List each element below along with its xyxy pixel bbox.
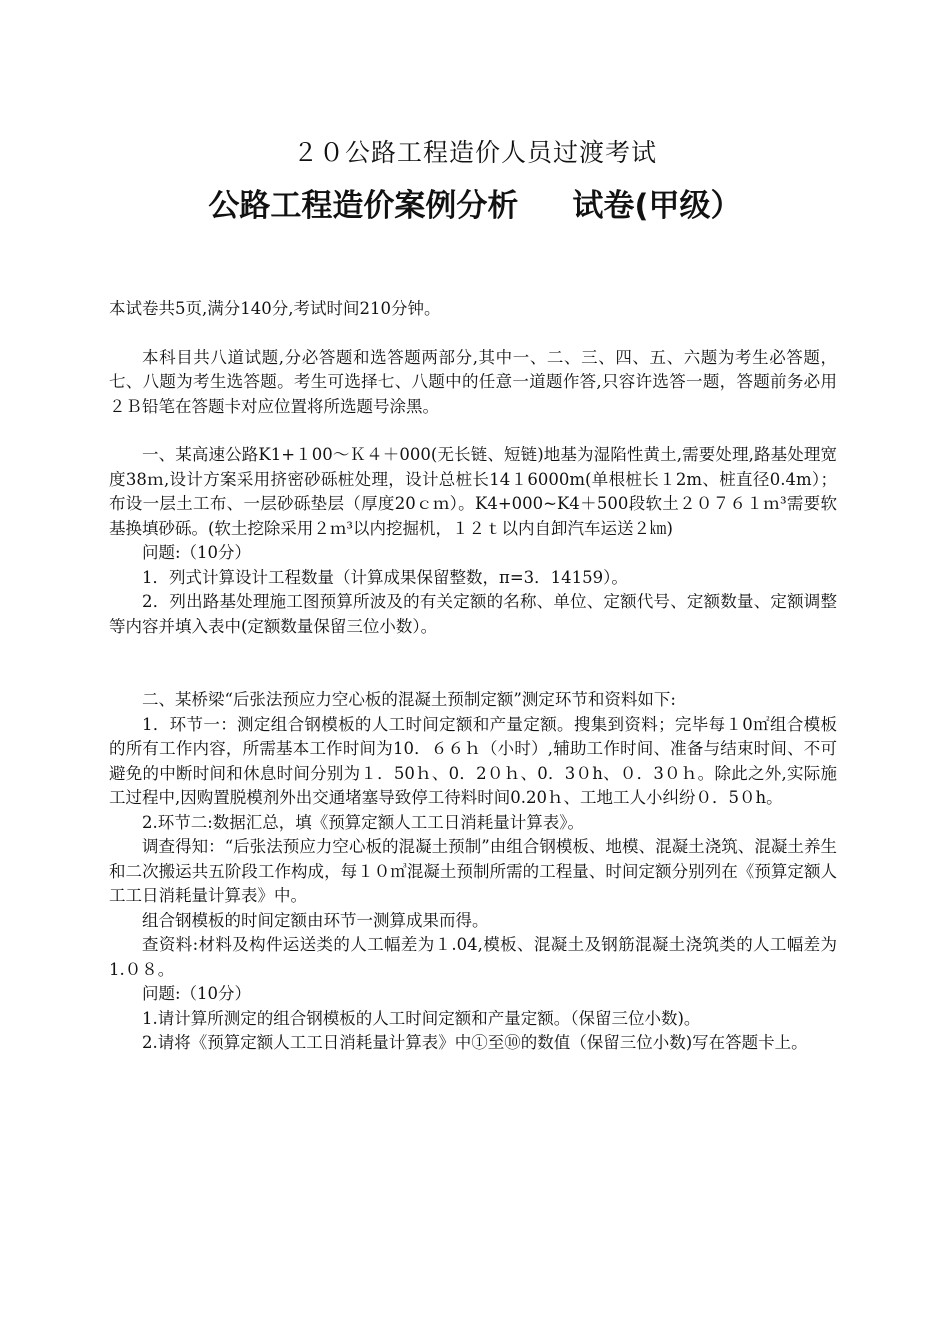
question-1-text: 一、某高速公路K1+１00～Ｋ４＋000(无长链、短链)地基为湿陷性黄土,需要处理,路基处理宽度38ｍ,设计方案采用挤密砂砾桩处理，设计总桩长14１6000m(单根桩长１2m、桩直径0.4m）；布设一层土工布、一层砂砾垫层（厚度20ｃｍ）。K4+000~K4＋500段软土２０７６１ｍ³需要软基换填砂砾。(软土挖除采用２ｍ³以内挖掘机，１２ｔ以内自卸汽车运送２㎞) — [109, 445, 837, 538]
question-2-step-2: 2.环节二:数据汇总，填《预算定额人工工日消耗量计算表》。 — [142, 812, 585, 832]
exam-instructions: 本科目共八道试题,分必答题和选答题两部分,其中一、二、三、四、五、六题为考生必答题，七、八题为考生选答题。考生可选择七、八题中的任意一道题作答,只容许选答一题，答题前务必用２Ｂ铅笔在答题卡对应位置将所选题号涂黑。 — [109, 347, 837, 416]
document-body — [109, 297, 837, 1056]
question-1-label: 问题:（10分） — [142, 543, 252, 562]
question-1-item-1: 1．列式计算设计工程数量（计算成果保留整数，π=3．14159）。 — [142, 567, 628, 587]
question-2-survey: 调查得知：“后张法预应力空心板的混凝土预制”由组合钢模板、地模、混凝土浇筑、混凝土养生和二次搬运共五阶段工作构成，每１０㎥混凝土预制所需的工程量、时间定额分别列在《预算定额人工工日消耗量计算表》中。 — [109, 837, 837, 905]
question-2-formwork: 组合钢模板的时间定额由环节一测算成果而得。 — [142, 910, 489, 930]
question-2-data-lookup: 查资料:材料及构件运送类的人工幅差为１.04,模板、混凝土及钢筋混凝土浇筑类的人工幅差为1.０８。 — [109, 935, 837, 979]
exam-title: ２０公路工程造价人员过渡考试 — [292, 138, 657, 167]
question-2-text: 二、某桥梁“后张法预应力空心板的混凝土预制定额”测定环节和资料如下: — [142, 690, 676, 709]
question-2-item-2: 2.请将《预算定额人工工日消耗量计算表》中①至⑩的数值（保留三位小数)写在答题卡上。 — [142, 1033, 808, 1052]
paper-title: 公路工程造价案例分析 试卷(甲级） — [208, 188, 742, 224]
question-1-item-2: 2．列出路基处理施工图预算所波及的有关定额的名称、单位、定额代号、定额数量、定额调整等内容并填入表中(定额数量保留三位小数）。 — [109, 592, 837, 636]
question-2-step-1: 1．环节一：测定组合钢模板的人工时间定额和产量定额。搜集到资料；完毕每１0㎡组合模板的所有工作内容，所需基本工作时间为10．６６ｈ（小时）,辅助工作时间、准备与结束时间、不可避免的中断时间和休息时间分别为１．50ｈ、0．2０ｈ、0．3０h、０．3０ｈ。除此之外,实际施工过程中,因购置脱模剂外出交通堵塞导致停工待料时间0.20ｈ、工地工人小纠纷０．5０h。 — [109, 714, 837, 807]
exam-info: 本试卷共5页,满分140分,考试时间210分钟。 — [109, 299, 441, 318]
question-2-label: 问题:（10分） — [142, 984, 252, 1003]
question-2-item-1: 1.请计算所测定的组合钢模板的人工时间定额和产量定额。（保留三位小数)。 — [142, 1008, 701, 1028]
